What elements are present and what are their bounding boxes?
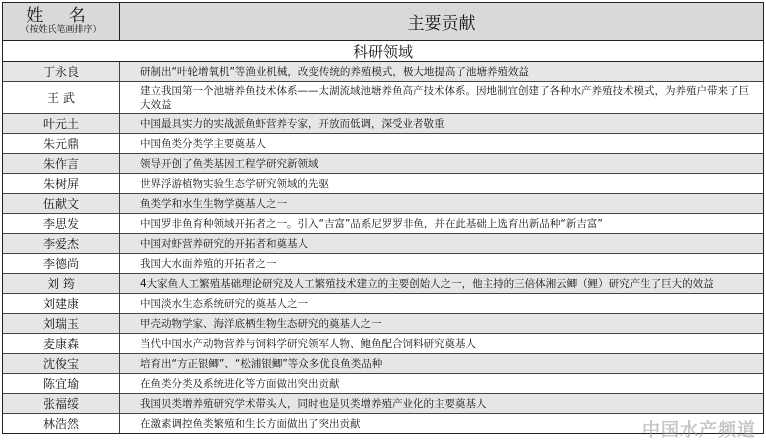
table-row xyxy=(3,214,763,234)
contribution-text: 当代中国水产动物营养与饲料学研究领军人物、鲍鱼配合饲料研究奠基人 xyxy=(140,337,476,350)
table-row xyxy=(3,134,763,154)
contribution-text: 中国鱼类分类学主要奠基人 xyxy=(140,137,266,150)
contribution-text: 中国淡水生态系统研究的奠基人之一 xyxy=(140,297,308,310)
contribution-text: 中国罗非鱼育种领域开拓者之一。引入“吉富”品系尼罗罗非鱼，并在此基础上选育出新品种“新吉富” xyxy=(140,217,603,230)
table-body xyxy=(3,62,763,433)
contribution-text: 4大家鱼人工繁殖基础理论研究及人工繁殖技术建立的主要创始人之一，他主持的三倍体湘云鲫（鲤）研究产生了巨大的效益 xyxy=(140,277,714,290)
person-name: 朱树屏 xyxy=(3,174,120,193)
contribution-text: 在激素调控鱼类繁殖和生长方面做出了突出贡献 xyxy=(140,417,361,430)
name-column-title: 姓 名 xyxy=(26,6,96,26)
person-name: 李思发 xyxy=(3,214,120,233)
contribution-text: 领导开创了鱼类基因工程学研究新领域 xyxy=(140,157,319,170)
contribution-text: 建立我国第一个池塘养鱼技术体系——太湖流域池塘养鱼高产技术体系。因地制宜创建了各种水产养殖技术模式，为养殖户带来了巨大效益 xyxy=(140,84,749,111)
contribution-text: 我国贝类增养殖研究学术带头人，同时也是贝类增养殖产业化的主要奠基人 xyxy=(140,397,487,410)
person-name: 叶元土 xyxy=(3,114,120,133)
contribution-text: 我国大水面养殖的开拓者之一 xyxy=(140,257,277,270)
contributions-table xyxy=(2,2,764,434)
person-name: 麦康森 xyxy=(3,334,120,353)
contribution-text: 甲壳动物学家、海洋底栖生物生态研究的奠基人之一 xyxy=(140,317,382,330)
table-row xyxy=(3,254,763,274)
person-name: 丁永良 xyxy=(3,62,120,81)
table-row xyxy=(3,354,763,374)
person-name: 王 武 xyxy=(3,82,120,113)
table-row xyxy=(3,194,763,214)
table-row xyxy=(3,154,763,174)
person-name: 伍献文 xyxy=(3,194,120,213)
table-row xyxy=(3,234,763,254)
watermark: 中国水产频道 xyxy=(642,420,756,441)
section-title: 科研领域 xyxy=(3,41,763,62)
person-name: 沈俊宝 xyxy=(3,354,120,373)
name-column-note: （按姓氏笔画排序） xyxy=(20,25,102,35)
contribution-text: 中国最具实力的实战派鱼虾营养专家，开放而低调，深受业者敬重 xyxy=(140,117,445,130)
person-name: 李德尚 xyxy=(3,254,120,273)
table-row xyxy=(3,174,763,194)
table-row xyxy=(3,114,763,134)
contribution-column-header: 主要贡献 xyxy=(407,14,476,34)
table-row xyxy=(3,294,763,314)
name-column-header xyxy=(3,3,120,40)
table-row xyxy=(3,62,763,82)
table-row xyxy=(3,334,763,354)
person-name: 刘建康 xyxy=(3,294,120,313)
table-row xyxy=(3,394,763,414)
contribution-text: 鱼类学和水生生物学奠基人之一 xyxy=(140,197,287,210)
person-name: 张福绥 xyxy=(3,394,120,413)
contribution-text: 中国对虾营养研究的开拓者和奠基人 xyxy=(140,237,308,250)
table-row xyxy=(3,274,763,294)
table-row xyxy=(3,314,763,334)
person-name: 林浩然 xyxy=(3,414,120,433)
person-name: 刘瑞玉 xyxy=(3,314,120,333)
contribution-text: 在鱼类分类及系统进化等方面做出突出贡献 xyxy=(140,377,340,390)
person-name: 李爱杰 xyxy=(3,234,120,253)
person-name: 朱元鼎 xyxy=(3,134,120,153)
table-row xyxy=(3,82,763,114)
contribution-text: 培育出“方正银鲫”、“松浦银鲫”等众多优良鱼类品种 xyxy=(140,357,383,370)
person-name: 刘 筠 xyxy=(3,274,120,293)
person-name: 陈宜瑜 xyxy=(3,374,120,393)
contribution-text: 世界浮游植物实验生态学研究领域的先驱 xyxy=(140,177,329,190)
table-row xyxy=(3,374,763,394)
person-name: 朱作言 xyxy=(3,154,120,173)
table-header xyxy=(3,3,763,41)
contribution-text: 研制出“叶轮增氧机”等渔业机械，改变传统的养殖模式，极大地提高了池塘养殖效益 xyxy=(140,65,529,78)
